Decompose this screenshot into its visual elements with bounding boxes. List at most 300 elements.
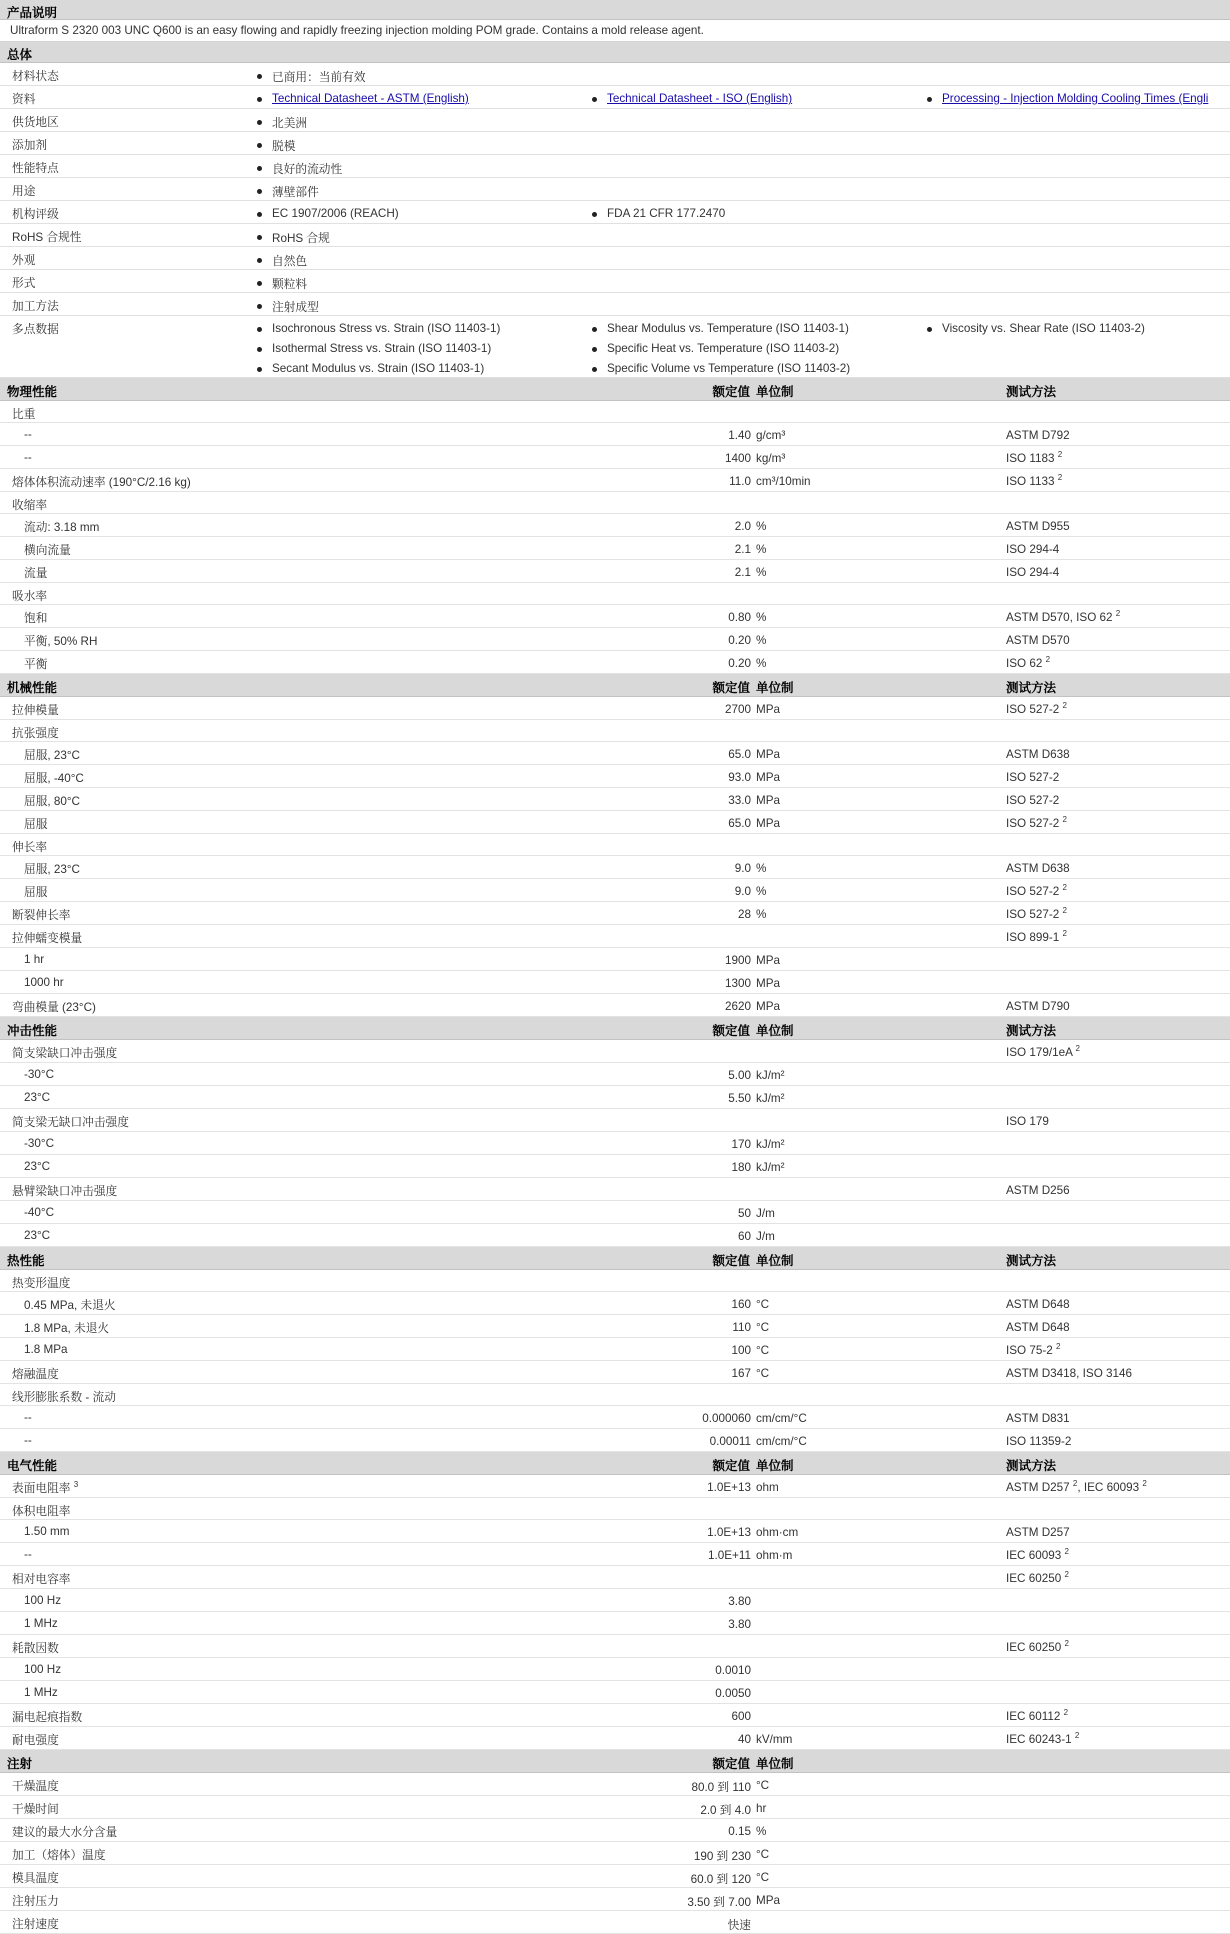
property-label-text: 干燥时间	[12, 1803, 59, 1816]
test-method-text: ISO 62	[1006, 657, 1043, 670]
property-unit: kV/mm	[756, 1733, 793, 1746]
property-row	[0, 651, 1230, 674]
bullet-icon	[257, 258, 262, 263]
property-value: 0.15	[728, 1825, 751, 1838]
test-method	[1006, 794, 1059, 807]
property-unit: %	[756, 657, 767, 670]
property-label	[12, 1571, 70, 1587]
test-method-text: ISO 527-2	[1006, 794, 1060, 807]
property-row	[0, 1635, 1230, 1658]
property-label	[24, 565, 47, 581]
property-value: 600	[731, 1710, 751, 1723]
product-description: Ultraform S 2320 003 UNC Q600 is an easy flowing and rapidly freezing injection molding POM grade. Contains a mold release agent.	[0, 20, 1230, 42]
property-value: 3.50 到 7.00	[687, 1896, 751, 1909]
property-value: 65.0	[728, 817, 751, 830]
property-unit: ohm·m	[756, 1549, 793, 1562]
footnote-marker: 2	[1056, 1342, 1061, 1352]
test-method	[1006, 817, 1067, 830]
general-item-text: Viscosity vs. Shear Rate (ISO 11403-2)	[942, 322, 1145, 335]
property-unit: cm/cm/°C	[756, 1435, 807, 1448]
property-value: 170	[731, 1138, 751, 1151]
property-label	[24, 1663, 61, 1676]
property-row	[0, 1612, 1230, 1635]
property-row	[0, 1888, 1230, 1911]
property-label	[24, 884, 47, 900]
property-value: 3.80	[728, 1618, 751, 1631]
property-unit: °C	[756, 1344, 770, 1357]
property-value: 0.000060	[702, 1412, 751, 1425]
general-item	[607, 322, 849, 335]
general-item-text: 自然色	[272, 255, 308, 268]
property-label	[24, 1343, 68, 1356]
bullet-icon	[592, 347, 597, 352]
property-label	[24, 976, 64, 989]
general-row-label: 机构评级	[12, 208, 59, 221]
general-item-text: 良好的流动性	[272, 163, 343, 176]
bullet-icon	[257, 120, 262, 125]
section-title: 热性能	[7, 1254, 45, 1268]
section-title: 产品说明	[7, 6, 58, 20]
property-row	[0, 1063, 1230, 1086]
property-label-text: 建议的最大水分含量	[12, 1826, 118, 1839]
property-label	[12, 1366, 59, 1382]
property-value: 180	[731, 1161, 751, 1174]
datasheet-link[interactable]	[272, 92, 469, 105]
test-method-text: ISO 527-2	[1006, 885, 1060, 898]
property-row	[0, 1566, 1230, 1589]
general-row	[0, 109, 1230, 132]
property-unit: °C	[756, 1321, 770, 1334]
property-label-text: 相对电容率	[12, 1573, 71, 1586]
general-item-text: 薄壁部件	[272, 186, 319, 199]
property-row	[0, 1865, 1230, 1888]
property-unit: kg/m³	[756, 452, 786, 465]
property-label	[24, 793, 80, 809]
property-label	[24, 1297, 116, 1313]
property-label	[12, 1275, 70, 1291]
test-method	[1006, 475, 1062, 488]
property-unit: MPa	[756, 954, 781, 967]
column-header-unit: 单位制	[756, 1459, 794, 1473]
property-unit: %	[756, 611, 767, 624]
property-row	[0, 765, 1230, 788]
test-method-text: ISO 527-2	[1006, 771, 1060, 784]
property-value: 100	[731, 1344, 751, 1357]
property-value: 2.1	[734, 543, 751, 556]
property-value: 1900	[724, 954, 751, 967]
property-label-text: 23°C	[24, 1091, 51, 1104]
property-unit: °C	[756, 1848, 770, 1861]
general-item	[272, 276, 307, 292]
property-unit: %	[756, 885, 767, 898]
property-label	[24, 1617, 58, 1630]
column-header-method: 测试方法	[1006, 1459, 1057, 1473]
footnote-marker: 2	[1074, 1731, 1080, 1741]
section-title: 电气性能	[7, 1459, 58, 1473]
property-row	[0, 1819, 1230, 1842]
property-label-text: 耐电强度	[12, 1734, 59, 1747]
general-item-text: EC 1907/2006 (REACH)	[272, 207, 399, 220]
property-label	[12, 1640, 59, 1656]
test-method	[1006, 1367, 1132, 1380]
property-label-text: 1.50 mm	[24, 1525, 70, 1538]
datasheet-link-text[interactable]: Technical Datasheet - ASTM (English)	[272, 92, 469, 105]
property-row	[0, 1155, 1230, 1178]
property-label-text: 流动: 3.18 mm	[24, 521, 100, 534]
property-label	[24, 1411, 32, 1424]
property-row	[0, 1520, 1230, 1543]
general-row	[0, 132, 1230, 155]
property-row	[0, 1589, 1230, 1612]
property-value: 110	[732, 1321, 751, 1334]
property-label-text: --	[24, 428, 32, 441]
property-label	[24, 1594, 61, 1607]
column-header-method: 测试方法	[1006, 681, 1057, 695]
property-label	[12, 1801, 59, 1817]
property-label-text: 收缩率	[12, 499, 48, 512]
property-value: 80.0 到 110	[691, 1781, 751, 1794]
property-label	[12, 907, 70, 923]
property-unit: MPa	[756, 1894, 781, 1907]
general-row	[0, 293, 1230, 316]
property-condition: (190°C/2.16 kg)	[108, 476, 191, 489]
property-row	[0, 1727, 1230, 1750]
bullet-icon	[927, 97, 932, 102]
property-label	[12, 588, 47, 604]
property-row	[0, 720, 1230, 742]
property-row	[0, 446, 1230, 469]
property-label-text: 线形膨胀系数 - 流动	[12, 1391, 116, 1404]
property-row	[0, 514, 1230, 537]
property-value: 5.50	[728, 1092, 751, 1105]
property-row	[0, 1109, 1230, 1132]
general-item	[607, 362, 850, 375]
bullet-icon	[257, 281, 262, 286]
property-value: 93.0	[728, 771, 751, 784]
general-row	[0, 270, 1230, 293]
property-row	[0, 1270, 1230, 1292]
property-row	[0, 1543, 1230, 1566]
property-value: 167	[731, 1367, 751, 1380]
test-method	[1006, 611, 1120, 624]
section-header	[0, 1017, 1230, 1040]
general-item-text: 注射成型	[272, 301, 319, 314]
property-unit: kJ/m²	[756, 1069, 785, 1082]
test-method	[1006, 1481, 1147, 1494]
datasheet-link-text[interactable]: Processing - Injection Molding Cooling Times (Engli	[942, 92, 1209, 105]
datasheet-link[interactable]	[607, 92, 792, 105]
property-label-text: 注射速度	[12, 1918, 59, 1931]
test-method-text: ISO 1183	[1006, 452, 1055, 465]
test-method-text: ASTM D955	[1006, 520, 1070, 533]
property-label-text: 漏电起痕指数	[12, 1711, 83, 1724]
property-value: 65.0	[728, 748, 751, 761]
test-method-text: ISO 75-2	[1006, 1344, 1053, 1357]
general-item	[272, 207, 399, 220]
property-label	[24, 1206, 54, 1219]
property-unit: %	[756, 634, 767, 647]
property-row	[0, 1201, 1230, 1224]
property-label-text: 拉伸蠕变模量	[12, 932, 83, 945]
property-label	[12, 497, 47, 513]
general-item	[272, 184, 319, 200]
property-row	[0, 605, 1230, 628]
property-label-text: 断裂伸长率	[12, 909, 71, 922]
footnote-marker: 2	[1063, 1708, 1069, 1718]
test-method	[1006, 1572, 1069, 1585]
property-label-text: 0.45 MPa, 未退火	[24, 1299, 116, 1312]
general-item	[942, 322, 1145, 335]
property-label-text: 屈服, 23°C	[24, 863, 80, 876]
property-label-text: 热变形温度	[12, 1277, 71, 1290]
property-row	[0, 401, 1230, 423]
test-method	[1006, 1321, 1070, 1334]
footnote-marker: 2	[1115, 609, 1121, 619]
general-row-label: 资料	[12, 93, 36, 106]
test-method-text: ASTM D570	[1006, 634, 1070, 647]
section-title: 总体	[7, 48, 33, 62]
property-label-text: 干燥温度	[12, 1780, 59, 1793]
test-method-text: IEC 60250	[1006, 1641, 1062, 1654]
general-item-text: Specific Volume vs Temperature (ISO 11403-2)	[607, 362, 851, 375]
footnote-marker: 2	[1072, 1479, 1078, 1489]
property-unit: kJ/m²	[756, 1161, 785, 1174]
test-method-text: IEC 60250	[1006, 1572, 1062, 1585]
section-header-general	[0, 42, 1230, 63]
property-label-text: 体积电阻率	[12, 1505, 71, 1518]
test-method-text: ASTM D3418, ISO 3146	[1006, 1367, 1133, 1380]
bullet-icon	[927, 327, 932, 332]
test-method-text: ASTM D648	[1006, 1298, 1070, 1311]
general-item-text: Isochronous Stress vs. Strain (ISO 11403-1)	[272, 322, 501, 335]
property-label-text: 1 MHz	[24, 1617, 58, 1630]
property-unit: °C	[756, 1871, 770, 1884]
test-method-text: ASTM D831	[1006, 1412, 1070, 1425]
test-method-text: ASTM D638	[1006, 748, 1070, 761]
bullet-icon	[257, 189, 262, 194]
property-row	[0, 879, 1230, 902]
general-row	[0, 155, 1230, 178]
property-value: 2700	[724, 703, 751, 716]
property-row	[0, 560, 1230, 583]
property-unit: MPa	[756, 748, 781, 761]
property-label-text: 1.8 MPa, 未退火	[24, 1322, 110, 1335]
property-value: 2.0 到 4.0	[700, 1804, 751, 1817]
property-condition: (23°C)	[62, 1001, 96, 1014]
footnote-marker: 2	[1075, 1044, 1080, 1054]
test-method-text: IEC 60093	[1006, 1549, 1062, 1562]
footnote-marker: 2	[1064, 1570, 1069, 1580]
property-label	[24, 451, 32, 464]
property-row	[0, 1384, 1230, 1406]
property-label	[24, 656, 47, 672]
property-label-text: --	[24, 1548, 32, 1561]
property-label-text: 1.8 MPa	[24, 1343, 68, 1356]
test-method	[1006, 1549, 1069, 1562]
general-row-label: 形式	[12, 277, 36, 290]
test-method	[1006, 657, 1050, 670]
test-method	[1006, 908, 1067, 921]
test-method	[1006, 429, 1070, 442]
property-label-text: 横向流量	[24, 544, 71, 557]
footnote-marker: 2	[1045, 655, 1051, 665]
column-header-unit: 单位制	[756, 681, 794, 695]
property-row	[0, 1406, 1230, 1429]
general-row-label: 外观	[12, 254, 36, 267]
property-label-text: 表面电阻率	[12, 1482, 71, 1495]
property-value: 33.0	[728, 794, 751, 807]
section-title: 注射	[7, 1757, 33, 1771]
property-value: 2.1	[734, 566, 751, 579]
general-row-label: 性能特点	[12, 162, 59, 175]
column-header-unit: 单位制	[756, 385, 794, 399]
datasheet-link-text[interactable]: Technical Datasheet - ISO (English)	[607, 92, 793, 105]
property-label	[24, 770, 84, 786]
datasheet-link[interactable]	[942, 92, 1208, 105]
property-label-text: 简支梁无缺口冲击强度	[12, 1116, 129, 1129]
general-row	[0, 247, 1230, 270]
general-row-label: 添加剂	[12, 139, 48, 152]
property-label	[12, 406, 35, 422]
property-row	[0, 788, 1230, 811]
test-method-text: ASTM D792	[1006, 429, 1070, 442]
general-item	[272, 342, 491, 355]
property-value: 1.0E+13	[707, 1481, 751, 1494]
general-item-text: Isothermal Stress vs. Strain (ISO 11403-1)	[272, 342, 492, 355]
property-row	[0, 1315, 1230, 1338]
bullet-icon	[257, 304, 262, 309]
test-method	[1006, 931, 1067, 944]
test-method	[1006, 862, 1070, 875]
property-label	[12, 1893, 59, 1909]
property-label	[12, 725, 59, 741]
property-unit: cm³/10min	[756, 475, 811, 488]
section-header	[0, 378, 1230, 401]
property-unit: kJ/m²	[756, 1138, 785, 1151]
property-value: 1400	[724, 452, 751, 465]
test-method-text: ASTM D638	[1006, 862, 1070, 875]
test-method	[1006, 748, 1070, 761]
column-header-value: 额定值	[712, 1024, 750, 1038]
column-header-value: 额定值	[712, 1254, 750, 1268]
test-method	[1006, 520, 1070, 533]
property-unit: %	[756, 1825, 767, 1838]
footnote-marker: 2	[1057, 450, 1063, 460]
footnote-marker: 2	[1057, 473, 1063, 483]
column-header-unit: 单位制	[756, 1757, 794, 1771]
property-row	[0, 925, 1230, 948]
property-label-text: 屈服	[24, 818, 48, 831]
general-item	[272, 230, 330, 246]
property-unit: %	[756, 908, 767, 921]
property-row	[0, 994, 1230, 1017]
property-label-text: 屈服, -40°C	[24, 772, 84, 785]
property-label	[24, 816, 47, 832]
property-label	[24, 1068, 54, 1081]
property-label-text: 注射压力	[12, 1895, 59, 1908]
property-label-text: 1 MHz	[24, 1686, 58, 1699]
test-method	[1006, 1115, 1049, 1128]
test-method-text: ISO 527-2	[1006, 908, 1060, 921]
property-value: 1.40	[728, 429, 751, 442]
test-method	[1006, 634, 1070, 647]
test-method-text: ISO 899-1	[1006, 931, 1060, 944]
general-row	[0, 201, 1230, 224]
test-method	[1006, 1435, 1071, 1448]
property-label	[12, 1916, 59, 1932]
general-row-label: 加工方法	[12, 300, 59, 313]
property-label	[24, 633, 97, 649]
column-header-unit: 单位制	[756, 1024, 794, 1038]
general-item-text: 北美洲	[272, 117, 308, 130]
property-label	[12, 1183, 117, 1199]
test-method-text: ASTM D257	[1006, 1526, 1070, 1539]
test-method	[1006, 1000, 1070, 1013]
general-item-text: RoHS 合规	[272, 232, 330, 245]
test-method-text: ISO 179/1eA	[1006, 1046, 1073, 1059]
general-item	[272, 138, 295, 154]
property-label-text: --	[24, 451, 32, 464]
property-label-text: -40°C	[24, 1206, 55, 1219]
general-row-label: 多点数据	[12, 323, 59, 336]
property-label-text: 100 Hz	[24, 1663, 62, 1676]
property-label	[12, 930, 82, 946]
general-item-text: Shear Modulus vs. Temperature (ISO 11403-1)	[607, 322, 849, 335]
property-unit: °C	[756, 1779, 770, 1792]
property-label-text: 模具温度	[12, 1872, 59, 1885]
property-value: 160	[731, 1298, 751, 1311]
property-row	[0, 1361, 1230, 1384]
test-method	[1006, 1412, 1070, 1425]
property-label	[24, 861, 80, 877]
test-method	[1006, 703, 1067, 716]
footnote-marker: 2	[1062, 883, 1067, 893]
bullet-icon	[592, 212, 597, 217]
property-row	[0, 1224, 1230, 1247]
section-title: 物理性能	[7, 385, 58, 399]
column-header-value: 额定值	[712, 681, 750, 695]
property-value: 0.20	[728, 657, 751, 670]
test-method	[1006, 771, 1059, 784]
property-label-text: 拉伸模量	[12, 704, 59, 717]
property-row	[0, 834, 1230, 856]
property-label	[24, 542, 71, 558]
property-unit: J/m	[756, 1230, 775, 1243]
general-item-text: FDA 21 CFR 177.2470	[607, 207, 726, 220]
property-label-text: 弯曲模量	[12, 1001, 59, 1014]
property-row	[0, 1338, 1230, 1361]
test-method	[1006, 1046, 1080, 1059]
property-label	[12, 1480, 78, 1496]
general-item	[272, 69, 366, 85]
general-item-text: Specific Heat vs. Temperature (ISO 11403-2)	[607, 342, 840, 355]
column-header-value: 额定值	[712, 1459, 750, 1473]
property-row	[0, 628, 1230, 651]
property-value: 9.0	[734, 862, 751, 875]
property-row	[0, 1681, 1230, 1704]
property-unit: ohm	[756, 1481, 779, 1494]
bullet-icon	[257, 235, 262, 240]
property-value: 1.0E+13	[707, 1526, 751, 1539]
general-row-label: 供货地区	[12, 116, 59, 129]
bullet-icon	[592, 367, 597, 372]
footnote-marker: 2	[1062, 701, 1067, 711]
property-label	[12, 839, 47, 855]
property-label-text: 平衡, 50% RH	[24, 635, 98, 648]
property-label-text: 流量	[24, 567, 48, 580]
test-method	[1006, 1526, 1070, 1539]
property-value: 50	[737, 1207, 751, 1220]
